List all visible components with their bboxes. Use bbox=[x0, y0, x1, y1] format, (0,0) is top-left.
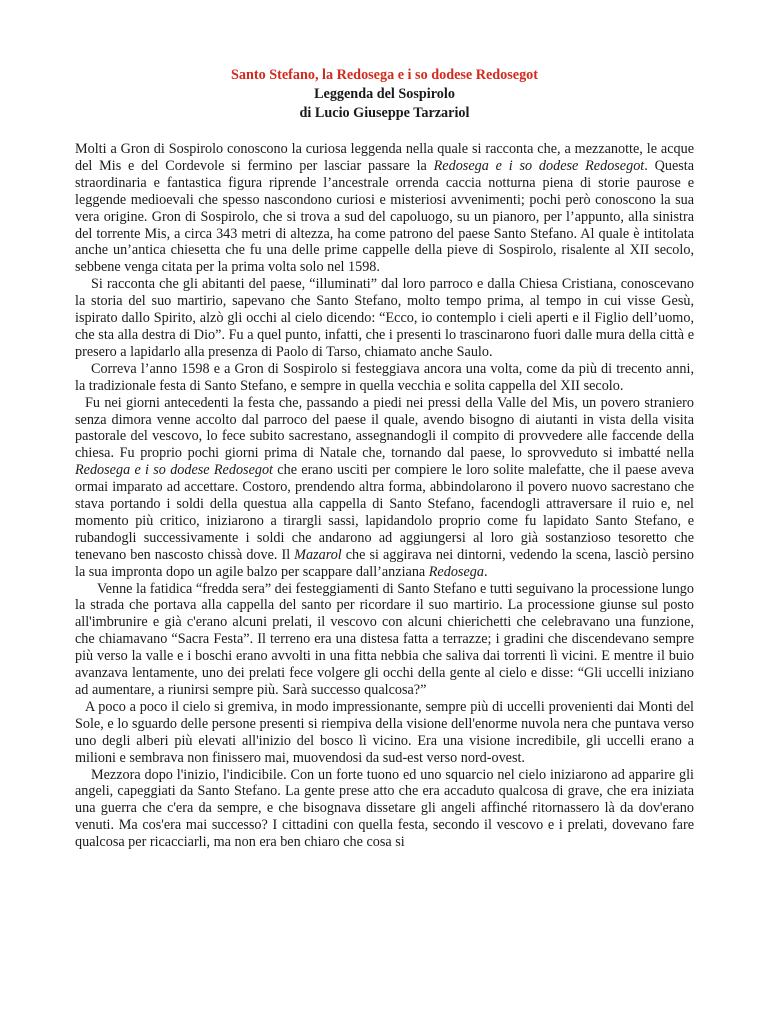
paragraph-text: che si aggirava nei dintorni, vedendo la scena, lasciò persino la sua impronta dopo un agile balzo per scappare dall’anziana bbox=[75, 546, 694, 580]
paragraph-text: che erano usciti per compiere le loro solite malefatte, che il paese aveva ormai imparato ad accettare. Costoro, prendendo altra forma, abbindolarono il povero nuovo sacrestano che stava portando i soldi della questua alla cappella di Santo Stefano, facendogli attraversare il ruio e, nel momento più critico, iniziarono a tirargli sassi, lapidandolo proprio come fu lapidato Santo Stefano, e rubandogli successivamente i soldi che andarono ad aggiungersi al loro già sostanzioso tesoretto che tenevano ben nascosto chissà dove. Il bbox=[75, 462, 694, 563]
document-title: Santo Stefano, la Redosega e i so dodese Redosegot bbox=[231, 67, 538, 83]
paragraph-2: Si racconta che gli abitanti del paese, “illuminati” dal loro parroco e dalla Chiesa Cristiana, conoscevano la storia del suo martirio, sapevano che Santo Stefano, molto tempo prima, al tempo in cui visse Gesù, ispirato dallo Spirito, alzò gli occhi al cielo dicendo: “Ecco, io contemplo i cieli aperti e il Figlio dell’uomo, che sta alla destra di Dio”. Fu a quel punto, infatti, che i presenti lo trascinarono fuori dalle mura della città e presero a lapidarlo alla presenza di Paolo di Tarso, chiamato anche Saulo. bbox=[75, 276, 694, 360]
paragraph-6: A poco a poco il cielo si gremiva, in modo impressionante, sempre più di uccelli provenienti dai Monti del Sole, e lo sguardo delle persone presenti si riempiva della visione dell'enorme nuvola nera che puntava verso uno degli alberi più elevati all'inizio del bosco lì vicino. Era una visione incredibile, gli uccelli erano a milioni e sembrava non finissero mai, muovendosi da sud-est verso nord-ovest. bbox=[75, 698, 694, 766]
italic-term: Redosega bbox=[428, 563, 484, 580]
document-subtitle: Leggenda del Sospirolo bbox=[314, 86, 455, 102]
document-body bbox=[75, 141, 694, 851]
paragraph-text: Fu nei giorni antecedenti la festa che, passando a piedi nei pressi della Valle del Mis, un povero straniero senza dimora venne accolto dal parroco del paese il quale, avendo bisogno di aiutanti in vista della visita pastorale del vescovo, lo fece subito sacrestano, assegnandogli il compito di provvedere alle faccende della chiesa. Fu proprio pochi giorni prima di Natale che, tornando dal paese, lo sprovveduto si imbatté nella bbox=[75, 394, 694, 462]
paragraph-3: Correva l’anno 1598 e a Gron di Sospirolo si festeggiava ancora una volta, come da più di trecento anni, la tradizionale festa di Santo Stefano, e sempre in quella vecchia e solita cappella del XII secolo. bbox=[75, 360, 694, 394]
paragraph-7: Mezzora dopo l'inizio, l'indicibile. Con un forte tuono ed uno squarcio nel cielo iniziarono ad apparire gli angeli, capeggiati da Santo Stefano. La gente prese atto che era accaduto qualcosa di grave, che era iniziata una guerra che c'era da sempre, e che bisognava dissetare gli angeli affinché ritornassero là da dov'erano venuti. Ma cos'era mai successo? I cittadini con quella festa, secondo il vescovo e i prelati, dovevano fare qualcosa per ricacciarli, ma non era ben chiaro che cosa si bbox=[75, 766, 694, 851]
paragraph-4 bbox=[75, 395, 694, 581]
paragraph-text: . bbox=[483, 563, 488, 580]
paragraph-1 bbox=[75, 141, 694, 276]
document-author: di Lucio Giuseppe Tarzariol bbox=[299, 105, 470, 121]
italic-term: Mazarol bbox=[294, 546, 342, 563]
paragraph-text: Molti a Gron di Sospirolo conoscono la curiosa leggenda nella quale si racconta che, a mezzanotte, le acque del Mis e del Cordevole si fermino per lasciar passare la bbox=[75, 141, 694, 174]
italic-term: Redosega e i so dodese Redosegot bbox=[433, 157, 645, 174]
paragraph-text: . Questa straordinaria e fantastica figura riprende l’ancestrale orrenda caccia notturna piena di storie paurose e leggende medioevali che spesso nascondono curiosi e misteriosi avvenimenti; pochi però conoscono la sua vera origine. Gron di Sospirolo, che si trova a sud del capoluogo, su un pianoro, per l’appunto, alla sinistra del torrente Mis, a circa 343 metri di altezza, ha come patrono del paese Santo Stefano. Al quale è intitolata anche un’antica chiesetta che fu una delle prime cappelle della pieve di Sospirolo, risalente al XII secolo, sebbene venga citata per la prima volta solo nel 1598. bbox=[75, 157, 694, 276]
italic-term: Redosega e i so dodese Redosegot bbox=[75, 462, 273, 479]
document-header bbox=[75, 66, 694, 123]
paragraph-5: Venne la fatidica “fredda sera” dei festeggiamenti di Santo Stefano e tutti seguivano la processione lungo la strada che portava alla cappella del santo per ricordare il suo martirio. La processione giunse sul posto all'imbrunire e già c'erano alcuni prelati, il vescovo con alcuni chierichetti che celebravano una funzione, che chiamavano “Sacra Festa”. Il terreno era una distesa fatta a terrazze; i gradini che discendevano sempre più verso la valle e i boschi erano avvolti in una fitta nebbia che saliva dai torrenti lì vicini. E mentre il buio avanzava lentamente, uno dei prelati fece volgere gli occhi della gente al cielo e disse: “Gli uccelli iniziano ad aumentare, a riunirsi sempre più. Sarà successo qualcosa?” bbox=[75, 580, 694, 698]
document-page bbox=[75, 66, 694, 851]
